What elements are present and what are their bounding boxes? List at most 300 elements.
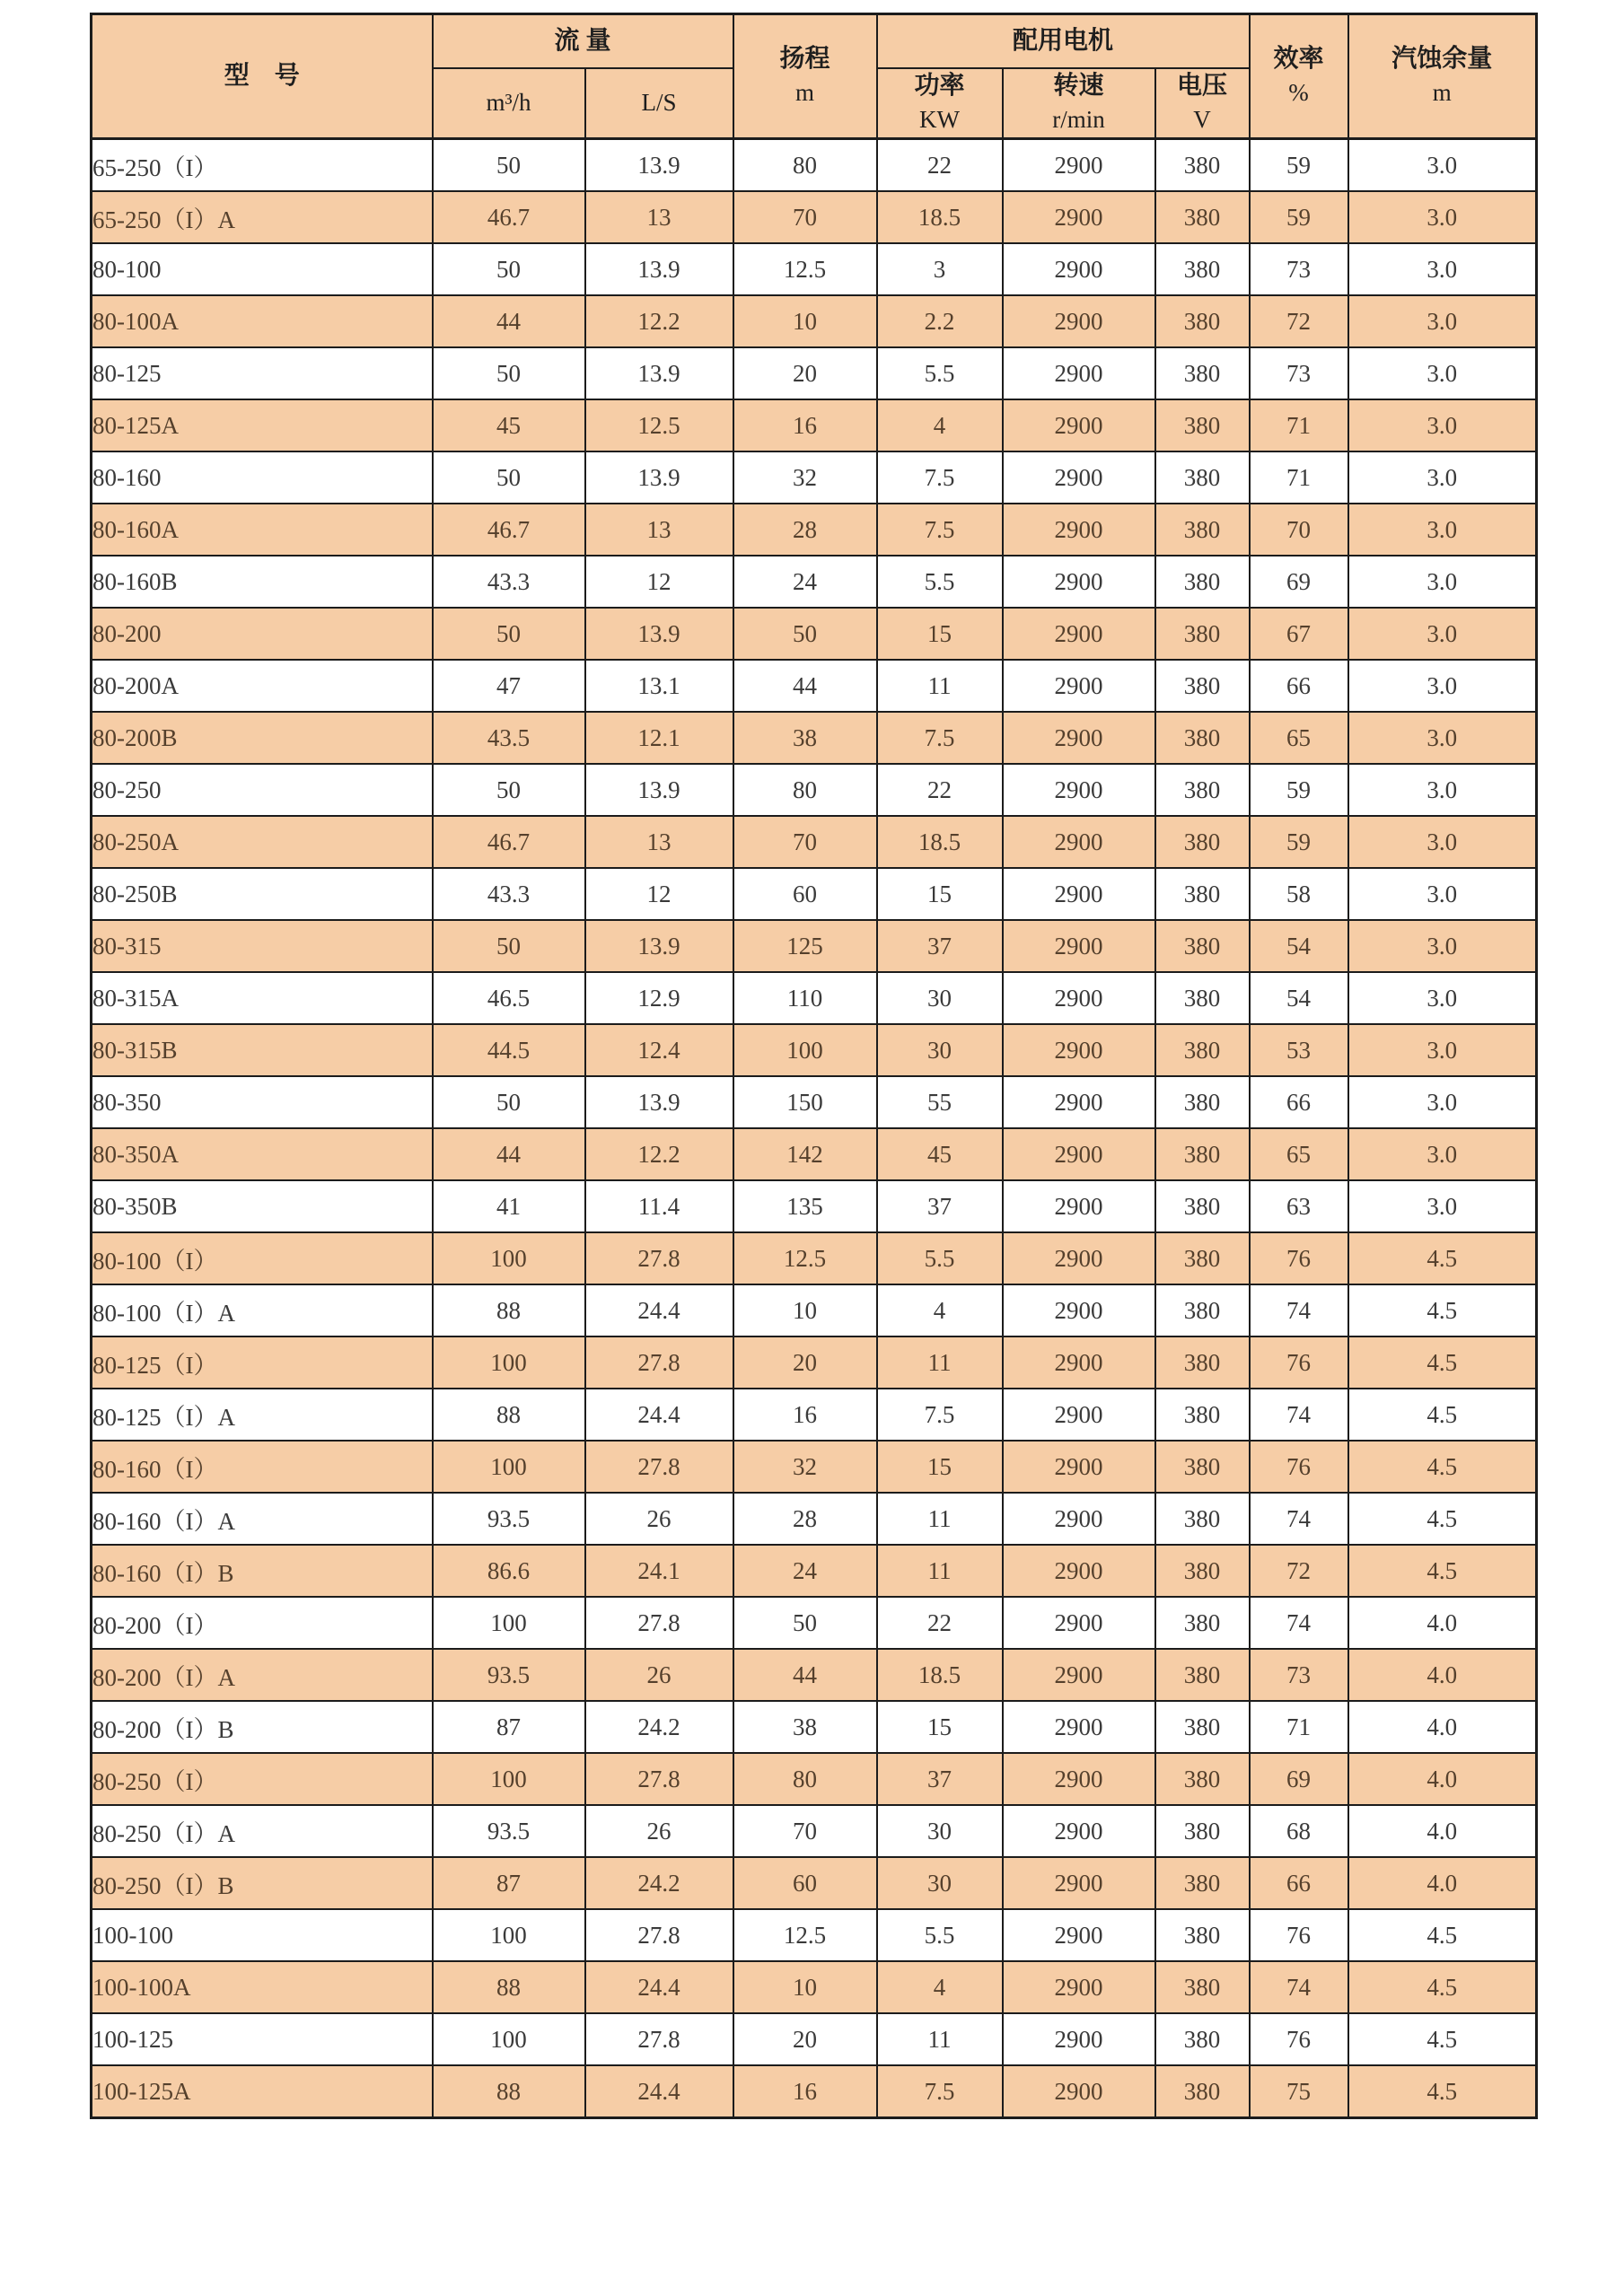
cell-efficiency: 66 bbox=[1250, 660, 1348, 712]
cell-flow-m3h: 46.7 bbox=[433, 816, 585, 868]
cell-power-kw: 11 bbox=[877, 2013, 1003, 2065]
cell-npsh: 3.0 bbox=[1348, 920, 1537, 972]
cell-head: 50 bbox=[733, 1597, 877, 1649]
cell-flow-ls: 12 bbox=[585, 556, 733, 608]
cell-speed-rpm: 2900 bbox=[1003, 1857, 1155, 1909]
table-row bbox=[92, 1389, 1537, 1441]
table-row bbox=[92, 1597, 1537, 1649]
cell-speed-rpm: 2900 bbox=[1003, 816, 1155, 868]
cell-voltage: 380 bbox=[1155, 1701, 1250, 1753]
cell-head: 28 bbox=[733, 504, 877, 556]
cell-flow-ls: 13.9 bbox=[585, 1076, 733, 1128]
cell-voltage: 380 bbox=[1155, 712, 1250, 764]
table-row bbox=[92, 556, 1537, 608]
cell-speed-rpm: 2900 bbox=[1003, 1389, 1155, 1441]
cell-flow-m3h: 50 bbox=[433, 139, 585, 192]
table-row bbox=[92, 1909, 1537, 1961]
col-header-head-unit: m bbox=[795, 79, 815, 106]
table-row bbox=[92, 660, 1537, 712]
cell-efficiency: 74 bbox=[1250, 1493, 1348, 1545]
table-row bbox=[92, 1493, 1537, 1545]
table-row bbox=[92, 295, 1537, 347]
cell-efficiency: 69 bbox=[1250, 1753, 1348, 1805]
cell-npsh: 3.0 bbox=[1348, 1076, 1537, 1128]
cell-npsh: 3.0 bbox=[1348, 243, 1537, 295]
cell-speed-rpm: 2900 bbox=[1003, 1649, 1155, 1701]
cell-npsh: 3.0 bbox=[1348, 556, 1537, 608]
cell-flow-m3h: 46.7 bbox=[433, 504, 585, 556]
cell-efficiency: 72 bbox=[1250, 1545, 1348, 1597]
table-row bbox=[92, 712, 1537, 764]
cell-flow-ls: 13.9 bbox=[585, 608, 733, 660]
cell-efficiency: 76 bbox=[1250, 2013, 1348, 2065]
cell-head: 50 bbox=[733, 608, 877, 660]
table-header bbox=[92, 14, 1537, 139]
cell-head: 80 bbox=[733, 764, 877, 816]
table-row bbox=[92, 1961, 1537, 2013]
cell-efficiency: 67 bbox=[1250, 608, 1348, 660]
cell-flow-m3h: 44.5 bbox=[433, 1024, 585, 1076]
cell-voltage: 380 bbox=[1155, 1336, 1250, 1389]
col-header-speed bbox=[1003, 68, 1155, 139]
cell-power-kw: 55 bbox=[877, 1076, 1003, 1128]
cell-efficiency: 76 bbox=[1250, 1441, 1348, 1493]
cell-head: 32 bbox=[733, 1441, 877, 1493]
cell-speed-rpm: 2900 bbox=[1003, 504, 1155, 556]
cell-flow-m3h: 100 bbox=[433, 1753, 585, 1805]
col-header-efficiency-unit: % bbox=[1288, 79, 1309, 106]
cell-efficiency: 66 bbox=[1250, 1857, 1348, 1909]
cell-efficiency: 76 bbox=[1250, 1336, 1348, 1389]
cell-efficiency: 68 bbox=[1250, 1805, 1348, 1857]
cell-npsh: 4.5 bbox=[1348, 2013, 1537, 2065]
cell-flow-ls: 24.4 bbox=[585, 1961, 733, 2013]
cell-model: 80-200（I）A bbox=[92, 1649, 433, 1701]
cell-voltage: 380 bbox=[1155, 347, 1250, 399]
cell-power-kw: 37 bbox=[877, 1180, 1003, 1232]
cell-efficiency: 75 bbox=[1250, 2065, 1348, 2118]
cell-head: 44 bbox=[733, 660, 877, 712]
cell-power-kw: 7.5 bbox=[877, 1389, 1003, 1441]
cell-voltage: 380 bbox=[1155, 1597, 1250, 1649]
cell-flow-m3h: 87 bbox=[433, 1701, 585, 1753]
cell-flow-ls: 13.9 bbox=[585, 347, 733, 399]
cell-efficiency: 76 bbox=[1250, 1909, 1348, 1961]
cell-speed-rpm: 2900 bbox=[1003, 1545, 1155, 1597]
cell-voltage: 380 bbox=[1155, 504, 1250, 556]
col-header-voltage bbox=[1155, 68, 1250, 139]
cell-npsh: 3.0 bbox=[1348, 1024, 1537, 1076]
cell-flow-ls: 24.4 bbox=[585, 2065, 733, 2118]
cell-npsh: 4.0 bbox=[1348, 1805, 1537, 1857]
cell-flow-ls: 24.4 bbox=[585, 1284, 733, 1336]
cell-head: 125 bbox=[733, 920, 877, 972]
cell-npsh: 3.0 bbox=[1348, 764, 1537, 816]
cell-voltage: 380 bbox=[1155, 2013, 1250, 2065]
cell-voltage: 380 bbox=[1155, 1545, 1250, 1597]
cell-flow-ls: 27.8 bbox=[585, 2013, 733, 2065]
cell-flow-m3h: 46.5 bbox=[433, 972, 585, 1024]
cell-power-kw: 5.5 bbox=[877, 556, 1003, 608]
cell-flow-m3h: 50 bbox=[433, 764, 585, 816]
cell-voltage: 380 bbox=[1155, 1128, 1250, 1180]
cell-voltage: 380 bbox=[1155, 1389, 1250, 1441]
cell-speed-rpm: 2900 bbox=[1003, 139, 1155, 192]
table-row bbox=[92, 764, 1537, 816]
cell-power-kw: 11 bbox=[877, 1493, 1003, 1545]
pump-spec-table bbox=[90, 13, 1538, 2119]
cell-power-kw: 30 bbox=[877, 1857, 1003, 1909]
cell-efficiency: 74 bbox=[1250, 1597, 1348, 1649]
cell-voltage: 380 bbox=[1155, 295, 1250, 347]
cell-head: 20 bbox=[733, 2013, 877, 2065]
cell-model: 80-200（I） bbox=[92, 1597, 433, 1649]
cell-npsh: 3.0 bbox=[1348, 347, 1537, 399]
table-row bbox=[92, 972, 1537, 1024]
table-row bbox=[92, 1128, 1537, 1180]
cell-head: 142 bbox=[733, 1128, 877, 1180]
col-header-head-label: 扬程 bbox=[779, 45, 830, 74]
cell-npsh: 4.5 bbox=[1348, 1284, 1537, 1336]
cell-model: 80-250 bbox=[92, 764, 433, 816]
cell-npsh: 3.0 bbox=[1348, 1180, 1537, 1232]
cell-speed-rpm: 2900 bbox=[1003, 608, 1155, 660]
col-header-flow-ls-unit: L/S bbox=[641, 89, 677, 117]
cell-flow-m3h: 50 bbox=[433, 243, 585, 295]
cell-voltage: 380 bbox=[1155, 1493, 1250, 1545]
cell-power-kw: 3 bbox=[877, 243, 1003, 295]
cell-efficiency: 54 bbox=[1250, 920, 1348, 972]
cell-speed-rpm: 2900 bbox=[1003, 1180, 1155, 1232]
cell-efficiency: 69 bbox=[1250, 556, 1348, 608]
cell-head: 135 bbox=[733, 1180, 877, 1232]
cell-speed-rpm: 2900 bbox=[1003, 1441, 1155, 1493]
cell-flow-m3h: 88 bbox=[433, 2065, 585, 2118]
table-row bbox=[92, 816, 1537, 868]
cell-speed-rpm: 2900 bbox=[1003, 1024, 1155, 1076]
cell-voltage: 380 bbox=[1155, 243, 1250, 295]
table-row bbox=[92, 504, 1537, 556]
cell-npsh: 4.5 bbox=[1348, 1493, 1537, 1545]
cell-efficiency: 59 bbox=[1250, 816, 1348, 868]
cell-head: 28 bbox=[733, 1493, 877, 1545]
cell-flow-ls: 24.2 bbox=[585, 1701, 733, 1753]
cell-speed-rpm: 2900 bbox=[1003, 2013, 1155, 2065]
cell-head: 150 bbox=[733, 1076, 877, 1128]
cell-power-kw: 45 bbox=[877, 1128, 1003, 1180]
cell-npsh: 3.0 bbox=[1348, 1128, 1537, 1180]
cell-power-kw: 4 bbox=[877, 399, 1003, 451]
cell-power-kw: 37 bbox=[877, 1753, 1003, 1805]
table-row bbox=[92, 1076, 1537, 1128]
cell-flow-m3h: 93.5 bbox=[433, 1649, 585, 1701]
col-header-npsh bbox=[1348, 14, 1537, 139]
cell-efficiency: 71 bbox=[1250, 1701, 1348, 1753]
cell-flow-ls: 11.4 bbox=[585, 1180, 733, 1232]
cell-model: 80-250（I） bbox=[92, 1753, 433, 1805]
cell-model: 100-125 bbox=[92, 2013, 433, 2065]
cell-power-kw: 18.5 bbox=[877, 1649, 1003, 1701]
cell-flow-m3h: 100 bbox=[433, 1232, 585, 1284]
cell-model: 80-200 bbox=[92, 608, 433, 660]
table-row bbox=[92, 191, 1537, 243]
cell-model: 65-250（I） bbox=[92, 139, 433, 192]
cell-speed-rpm: 2900 bbox=[1003, 660, 1155, 712]
cell-flow-ls: 13.1 bbox=[585, 660, 733, 712]
cell-model: 80-250B bbox=[92, 868, 433, 920]
cell-model: 80-250（I）B bbox=[92, 1857, 433, 1909]
cell-npsh: 4.0 bbox=[1348, 1857, 1537, 1909]
table-row bbox=[92, 2065, 1537, 2118]
cell-npsh: 3.0 bbox=[1348, 868, 1537, 920]
cell-model: 80-350 bbox=[92, 1076, 433, 1128]
cell-head: 10 bbox=[733, 1284, 877, 1336]
cell-npsh: 3.0 bbox=[1348, 712, 1537, 764]
cell-power-kw: 15 bbox=[877, 1441, 1003, 1493]
cell-flow-ls: 26 bbox=[585, 1805, 733, 1857]
col-header-flow-ls bbox=[585, 68, 733, 139]
cell-speed-rpm: 2900 bbox=[1003, 868, 1155, 920]
cell-power-kw: 11 bbox=[877, 660, 1003, 712]
cell-head: 10 bbox=[733, 295, 877, 347]
cell-voltage: 380 bbox=[1155, 1961, 1250, 2013]
cell-voltage: 380 bbox=[1155, 1441, 1250, 1493]
cell-head: 12.5 bbox=[733, 243, 877, 295]
cell-flow-m3h: 100 bbox=[433, 1909, 585, 1961]
cell-npsh: 3.0 bbox=[1348, 191, 1537, 243]
col-header-power-unit: KW bbox=[919, 106, 960, 133]
cell-voltage: 380 bbox=[1155, 608, 1250, 660]
table-row bbox=[92, 1701, 1537, 1753]
cell-model: 80-200（I）B bbox=[92, 1701, 433, 1753]
cell-flow-ls: 12.9 bbox=[585, 972, 733, 1024]
cell-efficiency: 54 bbox=[1250, 972, 1348, 1024]
cell-flow-m3h: 43.3 bbox=[433, 556, 585, 608]
table-row bbox=[92, 243, 1537, 295]
cell-flow-ls: 12.1 bbox=[585, 712, 733, 764]
col-header-flow-m3h-unit: m³/h bbox=[486, 89, 531, 117]
cell-power-kw: 30 bbox=[877, 1805, 1003, 1857]
col-header-efficiency-label: 效率 bbox=[1273, 45, 1324, 74]
cell-flow-m3h: 44 bbox=[433, 1128, 585, 1180]
table-row bbox=[92, 920, 1537, 972]
cell-power-kw: 37 bbox=[877, 920, 1003, 972]
cell-flow-m3h: 46.7 bbox=[433, 191, 585, 243]
cell-npsh: 4.5 bbox=[1348, 2065, 1537, 2118]
cell-speed-rpm: 2900 bbox=[1003, 1805, 1155, 1857]
cell-speed-rpm: 2900 bbox=[1003, 920, 1155, 972]
cell-model: 80-160（I）A bbox=[92, 1493, 433, 1545]
cell-voltage: 380 bbox=[1155, 1649, 1250, 1701]
cell-flow-m3h: 100 bbox=[433, 1441, 585, 1493]
cell-power-kw: 15 bbox=[877, 1701, 1003, 1753]
cell-flow-ls: 27.8 bbox=[585, 1597, 733, 1649]
cell-efficiency: 65 bbox=[1250, 712, 1348, 764]
col-header-motor bbox=[877, 14, 1250, 69]
cell-flow-ls: 24.2 bbox=[585, 1857, 733, 1909]
cell-model: 80-250（I）A bbox=[92, 1805, 433, 1857]
table-row bbox=[92, 1336, 1537, 1389]
cell-power-kw: 15 bbox=[877, 608, 1003, 660]
cell-flow-ls: 13.9 bbox=[585, 451, 733, 504]
cell-flow-m3h: 50 bbox=[433, 608, 585, 660]
col-header-flow bbox=[433, 14, 733, 69]
cell-speed-rpm: 2900 bbox=[1003, 243, 1155, 295]
cell-head: 70 bbox=[733, 191, 877, 243]
cell-power-kw: 7.5 bbox=[877, 451, 1003, 504]
col-header-speed-unit: r/min bbox=[1052, 106, 1105, 133]
table-row bbox=[92, 1441, 1537, 1493]
cell-speed-rpm: 2900 bbox=[1003, 2065, 1155, 2118]
table-row bbox=[92, 451, 1537, 504]
cell-head: 10 bbox=[733, 1961, 877, 2013]
cell-head: 110 bbox=[733, 972, 877, 1024]
cell-speed-rpm: 2900 bbox=[1003, 556, 1155, 608]
cell-efficiency: 59 bbox=[1250, 191, 1348, 243]
cell-flow-ls: 12.5 bbox=[585, 399, 733, 451]
table-row bbox=[92, 1649, 1537, 1701]
cell-speed-rpm: 2900 bbox=[1003, 1961, 1155, 2013]
cell-model: 80-100A bbox=[92, 295, 433, 347]
cell-model: 80-160A bbox=[92, 504, 433, 556]
col-header-model-label: 型 号 bbox=[224, 62, 300, 91]
cell-head: 16 bbox=[733, 1389, 877, 1441]
cell-model: 80-160（I） bbox=[92, 1441, 433, 1493]
cell-power-kw: 7.5 bbox=[877, 712, 1003, 764]
cell-power-kw: 5.5 bbox=[877, 1909, 1003, 1961]
cell-efficiency: 71 bbox=[1250, 451, 1348, 504]
cell-efficiency: 71 bbox=[1250, 399, 1348, 451]
col-header-npsh-unit: m bbox=[1432, 79, 1452, 106]
cell-power-kw: 7.5 bbox=[877, 2065, 1003, 2118]
cell-model: 80-250A bbox=[92, 816, 433, 868]
cell-npsh: 4.0 bbox=[1348, 1701, 1537, 1753]
cell-voltage: 380 bbox=[1155, 764, 1250, 816]
cell-flow-ls: 13.9 bbox=[585, 764, 733, 816]
table-row bbox=[92, 139, 1537, 192]
cell-model: 80-315A bbox=[92, 972, 433, 1024]
cell-speed-rpm: 2900 bbox=[1003, 1909, 1155, 1961]
cell-voltage: 380 bbox=[1155, 1232, 1250, 1284]
cell-voltage: 380 bbox=[1155, 191, 1250, 243]
cell-flow-ls: 27.8 bbox=[585, 1441, 733, 1493]
cell-voltage: 380 bbox=[1155, 556, 1250, 608]
cell-efficiency: 74 bbox=[1250, 1389, 1348, 1441]
cell-speed-rpm: 2900 bbox=[1003, 1232, 1155, 1284]
cell-flow-m3h: 50 bbox=[433, 347, 585, 399]
cell-head: 12.5 bbox=[733, 1909, 877, 1961]
cell-head: 38 bbox=[733, 1701, 877, 1753]
cell-speed-rpm: 2900 bbox=[1003, 1597, 1155, 1649]
cell-efficiency: 74 bbox=[1250, 1961, 1348, 2013]
cell-flow-ls: 26 bbox=[585, 1649, 733, 1701]
cell-flow-ls: 13 bbox=[585, 504, 733, 556]
cell-efficiency: 73 bbox=[1250, 243, 1348, 295]
cell-npsh: 3.0 bbox=[1348, 816, 1537, 868]
cell-speed-rpm: 2900 bbox=[1003, 972, 1155, 1024]
cell-model: 80-100（I）A bbox=[92, 1284, 433, 1336]
cell-npsh: 3.0 bbox=[1348, 451, 1537, 504]
cell-speed-rpm: 2900 bbox=[1003, 347, 1155, 399]
cell-speed-rpm: 2900 bbox=[1003, 1336, 1155, 1389]
cell-efficiency: 73 bbox=[1250, 347, 1348, 399]
cell-power-kw: 18.5 bbox=[877, 816, 1003, 868]
cell-flow-m3h: 87 bbox=[433, 1857, 585, 1909]
cell-flow-m3h: 43.5 bbox=[433, 712, 585, 764]
cell-speed-rpm: 2900 bbox=[1003, 1284, 1155, 1336]
cell-flow-ls: 13 bbox=[585, 191, 733, 243]
cell-voltage: 380 bbox=[1155, 139, 1250, 192]
cell-model: 80-125（I）A bbox=[92, 1389, 433, 1441]
col-header-voltage-unit: V bbox=[1193, 106, 1211, 133]
cell-npsh: 4.5 bbox=[1348, 1441, 1537, 1493]
cell-flow-m3h: 100 bbox=[433, 2013, 585, 2065]
col-header-head bbox=[733, 14, 877, 139]
cell-efficiency: 59 bbox=[1250, 764, 1348, 816]
table-row bbox=[92, 608, 1537, 660]
cell-flow-m3h: 88 bbox=[433, 1284, 585, 1336]
cell-flow-ls: 12 bbox=[585, 868, 733, 920]
cell-flow-ls: 26 bbox=[585, 1493, 733, 1545]
table-row bbox=[92, 1753, 1537, 1805]
cell-flow-ls: 13.9 bbox=[585, 139, 733, 192]
cell-flow-m3h: 50 bbox=[433, 451, 585, 504]
cell-voltage: 380 bbox=[1155, 660, 1250, 712]
cell-speed-rpm: 2900 bbox=[1003, 1701, 1155, 1753]
cell-npsh: 4.5 bbox=[1348, 1336, 1537, 1389]
cell-model: 80-315 bbox=[92, 920, 433, 972]
table-row bbox=[92, 347, 1537, 399]
cell-efficiency: 76 bbox=[1250, 1232, 1348, 1284]
table-row bbox=[92, 1545, 1537, 1597]
cell-flow-m3h: 93.5 bbox=[433, 1493, 585, 1545]
col-header-npsh-label: 汽蚀余量 bbox=[1391, 45, 1493, 74]
cell-flow-ls: 12.4 bbox=[585, 1024, 733, 1076]
cell-flow-m3h: 86.6 bbox=[433, 1545, 585, 1597]
table-row bbox=[92, 1180, 1537, 1232]
cell-speed-rpm: 2900 bbox=[1003, 1753, 1155, 1805]
table-row bbox=[92, 1857, 1537, 1909]
cell-npsh: 4.5 bbox=[1348, 1389, 1537, 1441]
cell-voltage: 380 bbox=[1155, 2065, 1250, 2118]
cell-speed-rpm: 2900 bbox=[1003, 764, 1155, 816]
cell-head: 70 bbox=[733, 816, 877, 868]
cell-model: 80-160（I）B bbox=[92, 1545, 433, 1597]
table-body bbox=[92, 139, 1537, 2118]
col-header-motor-label: 配用电机 bbox=[1013, 27, 1114, 56]
cell-flow-m3h: 100 bbox=[433, 1336, 585, 1389]
cell-power-kw: 15 bbox=[877, 868, 1003, 920]
cell-flow-m3h: 100 bbox=[433, 1597, 585, 1649]
cell-model: 80-160B bbox=[92, 556, 433, 608]
cell-flow-ls: 27.8 bbox=[585, 1232, 733, 1284]
cell-power-kw: 22 bbox=[877, 1597, 1003, 1649]
cell-head: 16 bbox=[733, 399, 877, 451]
cell-voltage: 380 bbox=[1155, 920, 1250, 972]
cell-npsh: 3.0 bbox=[1348, 972, 1537, 1024]
cell-efficiency: 63 bbox=[1250, 1180, 1348, 1232]
cell-voltage: 380 bbox=[1155, 972, 1250, 1024]
cell-flow-m3h: 47 bbox=[433, 660, 585, 712]
cell-head: 16 bbox=[733, 2065, 877, 2118]
cell-head: 20 bbox=[733, 347, 877, 399]
cell-flow-m3h: 88 bbox=[433, 1389, 585, 1441]
cell-flow-ls: 13 bbox=[585, 816, 733, 868]
cell-speed-rpm: 2900 bbox=[1003, 1076, 1155, 1128]
col-header-speed-label: 转速 bbox=[1053, 72, 1104, 101]
cell-efficiency: 58 bbox=[1250, 868, 1348, 920]
table-row bbox=[92, 1232, 1537, 1284]
